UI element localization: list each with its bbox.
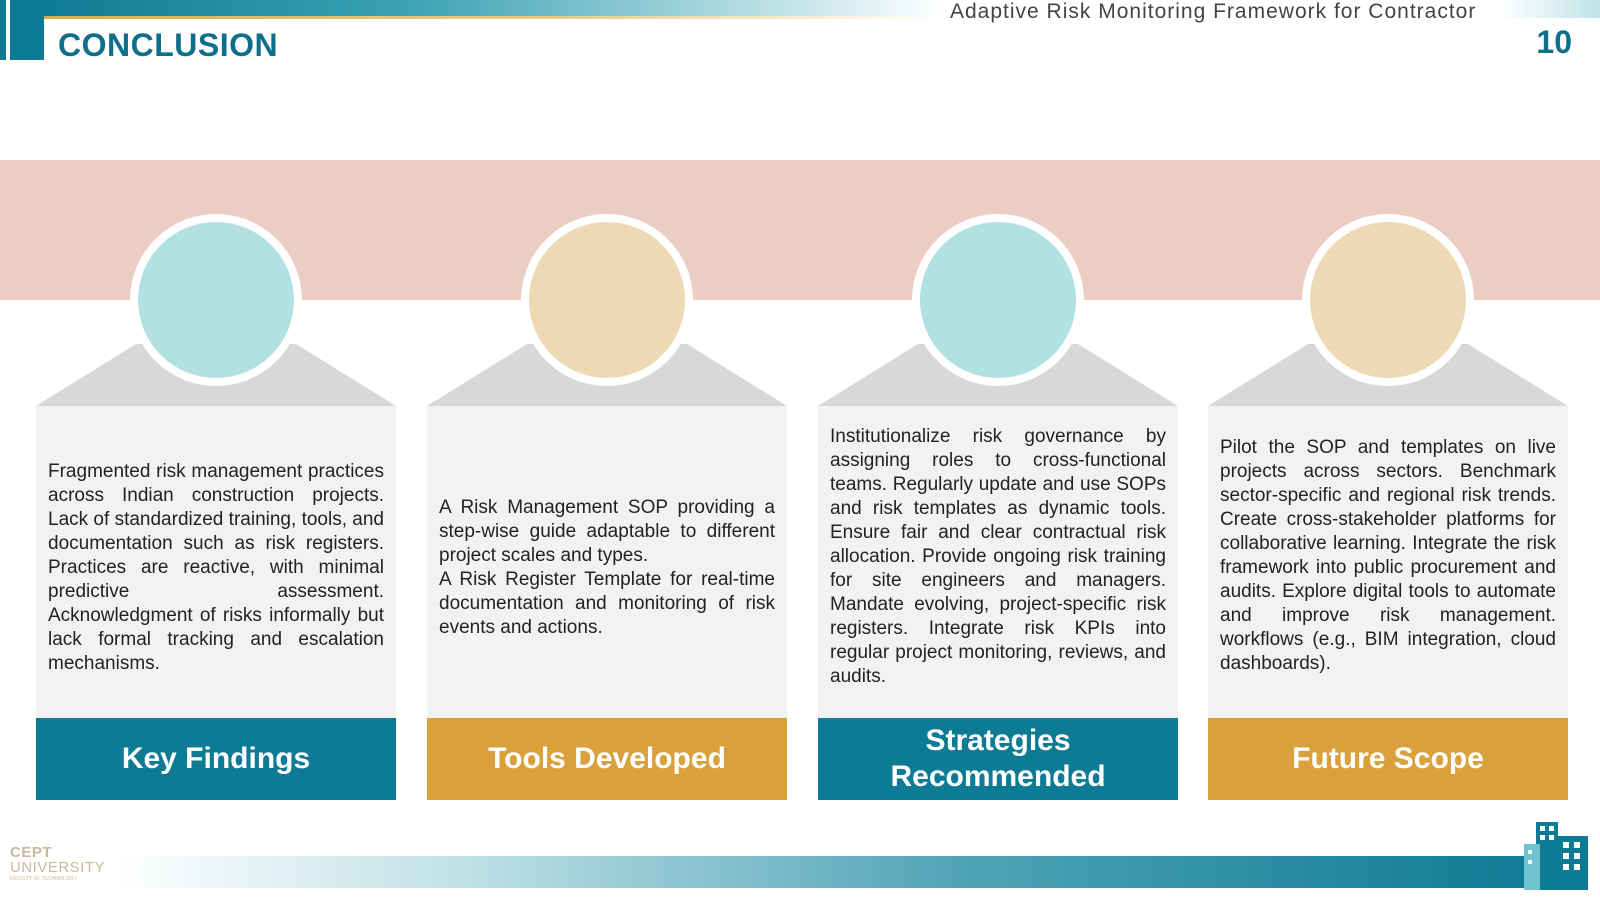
footer-gradient-bar bbox=[110, 856, 1530, 888]
card-text: Fragmented risk management practices across Indian construction projects. Lack of standardized training, tools, and documentation such as risk registers. Practices are reactive, with minimal predictive assessment. Acknowledgment of risks informally but lack formal tracking and escalation mechanisms. bbox=[48, 461, 384, 674]
card-label: Tools Developed bbox=[427, 718, 787, 800]
card-text-line: A Risk Register Template for real-time documentation and monitoring of risk events and actions. bbox=[439, 569, 775, 638]
circle-icon bbox=[138, 222, 294, 378]
card-label: Key Findings bbox=[36, 718, 396, 800]
circle-icon bbox=[920, 222, 1076, 378]
logo-line2: UNIVERSITY bbox=[10, 859, 106, 876]
card-future-scope bbox=[1208, 210, 1568, 800]
building-icon bbox=[1522, 820, 1592, 890]
header-accent-left bbox=[0, 0, 6, 60]
header-gradient-bar-right bbox=[1500, 0, 1600, 18]
card-text-line: A Risk Management SOP providing a step-wise guide adaptable to different project scales and types. bbox=[439, 497, 775, 566]
presentation-title: Adaptive Risk Monitoring Framework for Contractor bbox=[950, 0, 1477, 23]
circle-icon bbox=[529, 222, 685, 378]
card-key-findings bbox=[36, 210, 396, 800]
page-number: 10 bbox=[1536, 24, 1572, 60]
card-tools-developed bbox=[427, 210, 787, 800]
university-logo bbox=[10, 844, 106, 891]
card-strategies-recommended bbox=[818, 210, 1178, 800]
page-title: CONCLUSION bbox=[58, 27, 279, 63]
logo-line1: CEPT bbox=[10, 844, 53, 861]
logo-line3: FACULTY OF TECHNOLOGY bbox=[10, 876, 77, 882]
card-label: Strategies Recommended bbox=[818, 718, 1178, 800]
header-accent-block bbox=[10, 0, 44, 60]
card-text: Institutionalize risk governance by assigning roles to cross-functional teams. Regularly update and use SOPs and risk templates as dynamic tools. Ensure fair and clear contractual risk allocation. Provide ongoing risk training for site engineers and managers. Mandate evolving, project-specific risk registers. Integrate risk KPIs into regular project monitoring, reviews, and audits. bbox=[830, 426, 1166, 687]
header-gold-line bbox=[44, 16, 944, 19]
card-text: Pilot the SOP and templates on live projects across sectors. Benchmark sector-specific and regional risk trends. Create cross-stakeholder platforms for collaborative learning. Integrate the risk framework into public procurement and audits. Explore digital tools to automate and improve risk management. workflows (e.g., BIM integration, cloud dashboards). bbox=[1220, 437, 1556, 674]
card-label: Future Scope bbox=[1208, 718, 1568, 800]
card-text bbox=[439, 496, 775, 640]
circle-icon bbox=[1310, 222, 1466, 378]
